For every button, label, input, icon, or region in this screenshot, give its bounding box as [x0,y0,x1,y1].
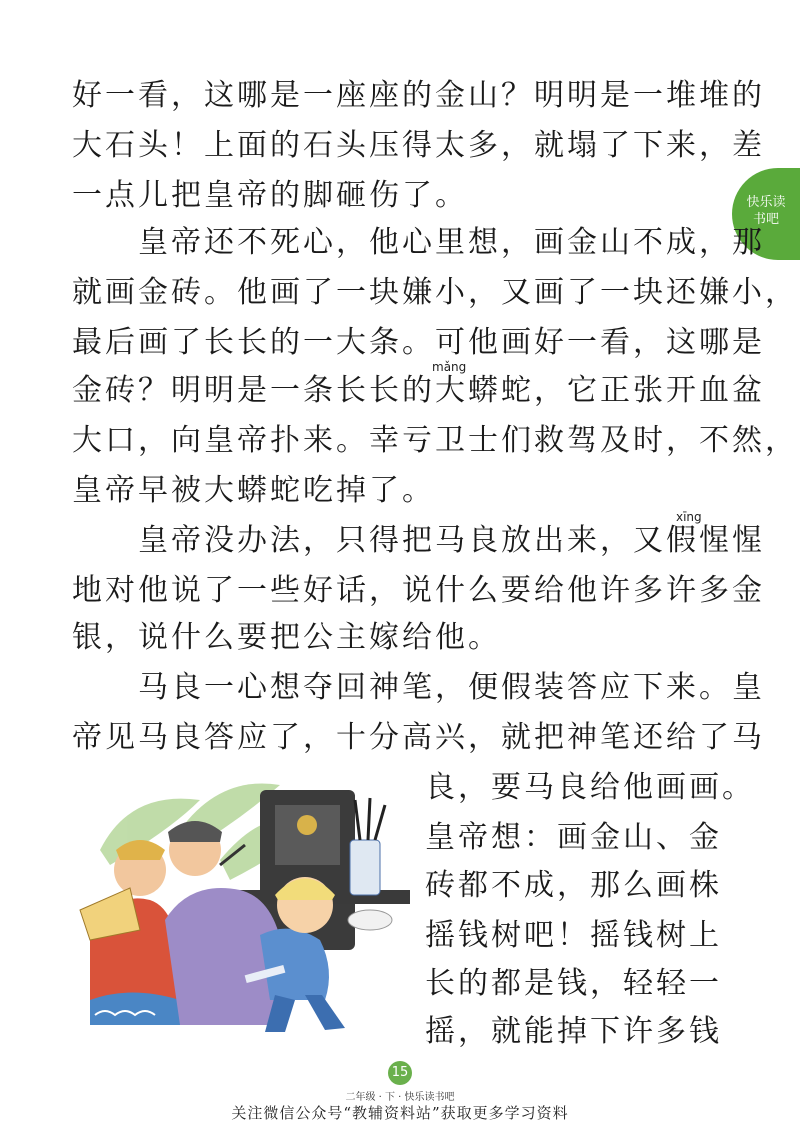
text-line: 就画金砖。他画了一块嫌小，又画了一块还嫌小， [72,275,798,310]
text-line: 地对他说了一些好话，说什么要给他许多许多金 [72,573,765,608]
text-line: 金砖？明明是一条长长的大蟒蛇，它正张开血盆 [72,373,765,408]
text-line: 大石头！上面的石头压得太多，就塌了下来，差 [72,128,765,163]
emperor-figure [80,840,180,1025]
tab-line-2: 书吧 [752,212,779,227]
text-line: 一点儿把皇帝的脚砸伤了。 [72,178,468,213]
book-info: 二年级 · 下 · 快乐读书吧 [345,1092,455,1103]
side-text-line: 摇，就能掉下许多钱 [425,1014,722,1049]
story-illustration [70,770,415,1040]
text-line: 皇帝还不死心，他心里想，画金山不成，那 [72,225,765,260]
side-text-line: 皇帝想：画金山、金 [425,820,722,855]
text-line: 大口，向皇帝扑来。幸亏卫士们救驾及时，不然， [72,423,798,458]
side-text-line: 砖都不成，那么画株 [425,868,722,903]
side-text-line: 长的都是钱，轻轻一 [425,966,722,1001]
text-line: 马良一心想夺回神笔，便假装答应下来。皇 [72,670,765,705]
pinyin-mang: mǎng [432,360,467,374]
text-line: 最后画了长长的一大条。可他画好一看，这哪是 [72,325,765,360]
watermark-text: 关注微信公众号“教辅资料站”获取更多学习资料 [231,1104,569,1122]
text-line: 皇帝早被大蟒蛇吃掉了。 [72,473,435,508]
text-line: 帝见马良答应了，十分高兴，就把神笔还给了马 [72,720,765,755]
text-line: 银，说什么要把公主嫁给他。 [72,620,501,655]
text-line: 皇帝没办法，只得把马良放出来，又假惺惺 [72,523,765,558]
page-number: 15 [388,1061,412,1085]
tab-line-1: 快乐读 [746,195,786,210]
side-text-line: 良，要马良给他画画。 [425,770,755,805]
text-line: 好一看，这哪是一座座的金山？明明是一堆堆的 [72,78,765,113]
pinyin-xing: xīng [676,510,702,524]
side-text-line: 摇钱树吧！摇钱树上 [425,918,722,953]
